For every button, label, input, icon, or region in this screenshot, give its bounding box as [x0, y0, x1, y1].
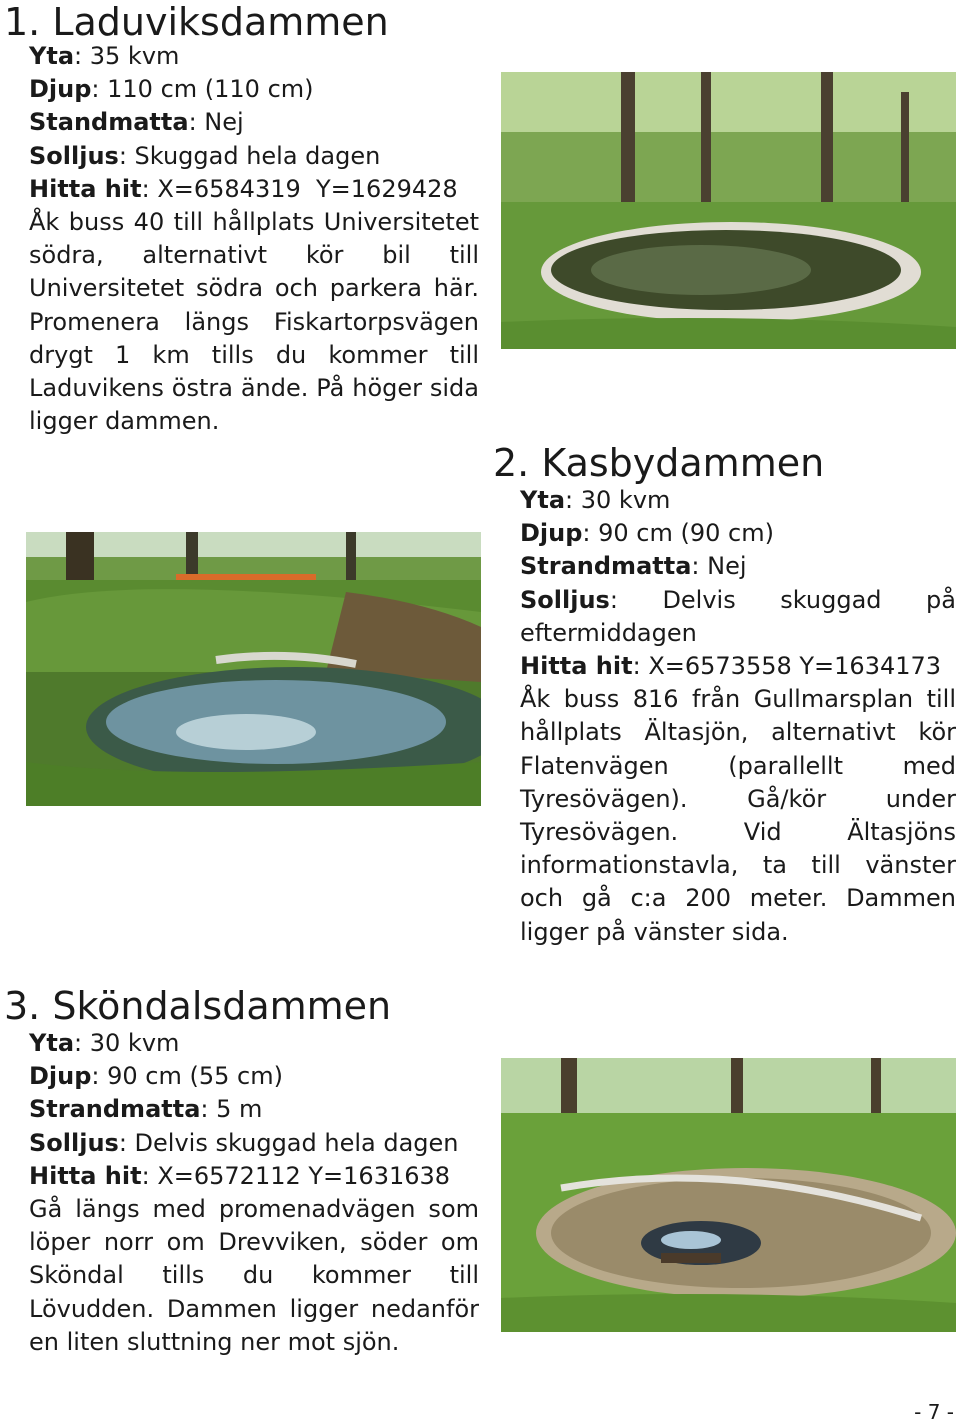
pond-1-directions: Åk buss 40 till hållplats Universitetet södra, alternativt kör bil till Universitetet södra och parkera här. Promenera längs Fiskartorpsvägen drygt 1 km tills du kommer till Laduvikens östra ände. På höger sida ligger dammen.	[29, 208, 479, 436]
pond-1-area: Yta: 35 kvm	[29, 42, 180, 70]
pond-3-photo	[501, 1058, 956, 1332]
pond-1-heading: 1. Laduviksdammen	[4, 0, 389, 44]
pond-1-depth: Djup: 110 cm (110 cm)	[29, 75, 314, 104]
pond-2-coordinates: Hitta hit: X=6573558 Y=1634173	[520, 652, 942, 681]
page-number: - 7 -	[914, 1400, 954, 1424]
pond-3-directions: Gå längs med promenadvägen som löper norr om Drevviken, söder om Sköndal tills du kommer till Lövudden. Dammen ligger nedanför en liten sluttning ner mot sjön.	[29, 1195, 479, 1356]
pond-1-info	[29, 40, 479, 438]
pond-3-info	[29, 1027, 479, 1359]
pond-2-shore-mat: Strandmatta: Nej	[520, 552, 747, 581]
pond-1-shore-mat: Standmatta: Nej	[29, 108, 244, 137]
pond-2-photo	[501, 72, 956, 349]
pond-2-directions: Åk buss 816 från Gullmarsplan till hållplats Ältasjön, alternativt kör Flatenvägen (parallellt med Tyresövägen). Gå/kör under Tyresövägen. Vid Ältasjöns informationstavla, ta till vänster och gå c:a 200 meter. Dammen ligger på vänster sida.	[520, 685, 956, 946]
pond-3-area: Yta: 30 kvm	[29, 1029, 180, 1057]
pond-1-sunlight: Solljus: Skuggad hela dagen	[29, 141, 381, 170]
pond-1-coordinates: Hitta hit: X=6584319 Y=1629428	[29, 174, 458, 203]
pond-3-shore-mat: Strandmatta: 5 m	[29, 1095, 263, 1124]
pond-2-info	[520, 484, 956, 949]
pond-1-photo	[26, 532, 481, 806]
pond-3-coordinates: Hitta hit: X=6572112 Y=1631638	[29, 1161, 451, 1190]
pond-3-depth: Djup: 90 cm (55 cm)	[29, 1062, 283, 1091]
pond-2-heading: 2. Kasbydammen	[493, 441, 825, 485]
pond-2-depth: Djup: 90 cm (90 cm)	[520, 519, 774, 548]
pond-3-sunlight: Solljus: Delvis skuggad hela dagen	[29, 1128, 459, 1157]
pond-2-sunlight: Solljus: Delvis skuggad på eftermiddagen	[520, 585, 956, 647]
pond-2-area: Yta: 30 kvm	[520, 486, 671, 514]
pond-3-heading: 3. Sköndalsdammen	[4, 984, 392, 1028]
